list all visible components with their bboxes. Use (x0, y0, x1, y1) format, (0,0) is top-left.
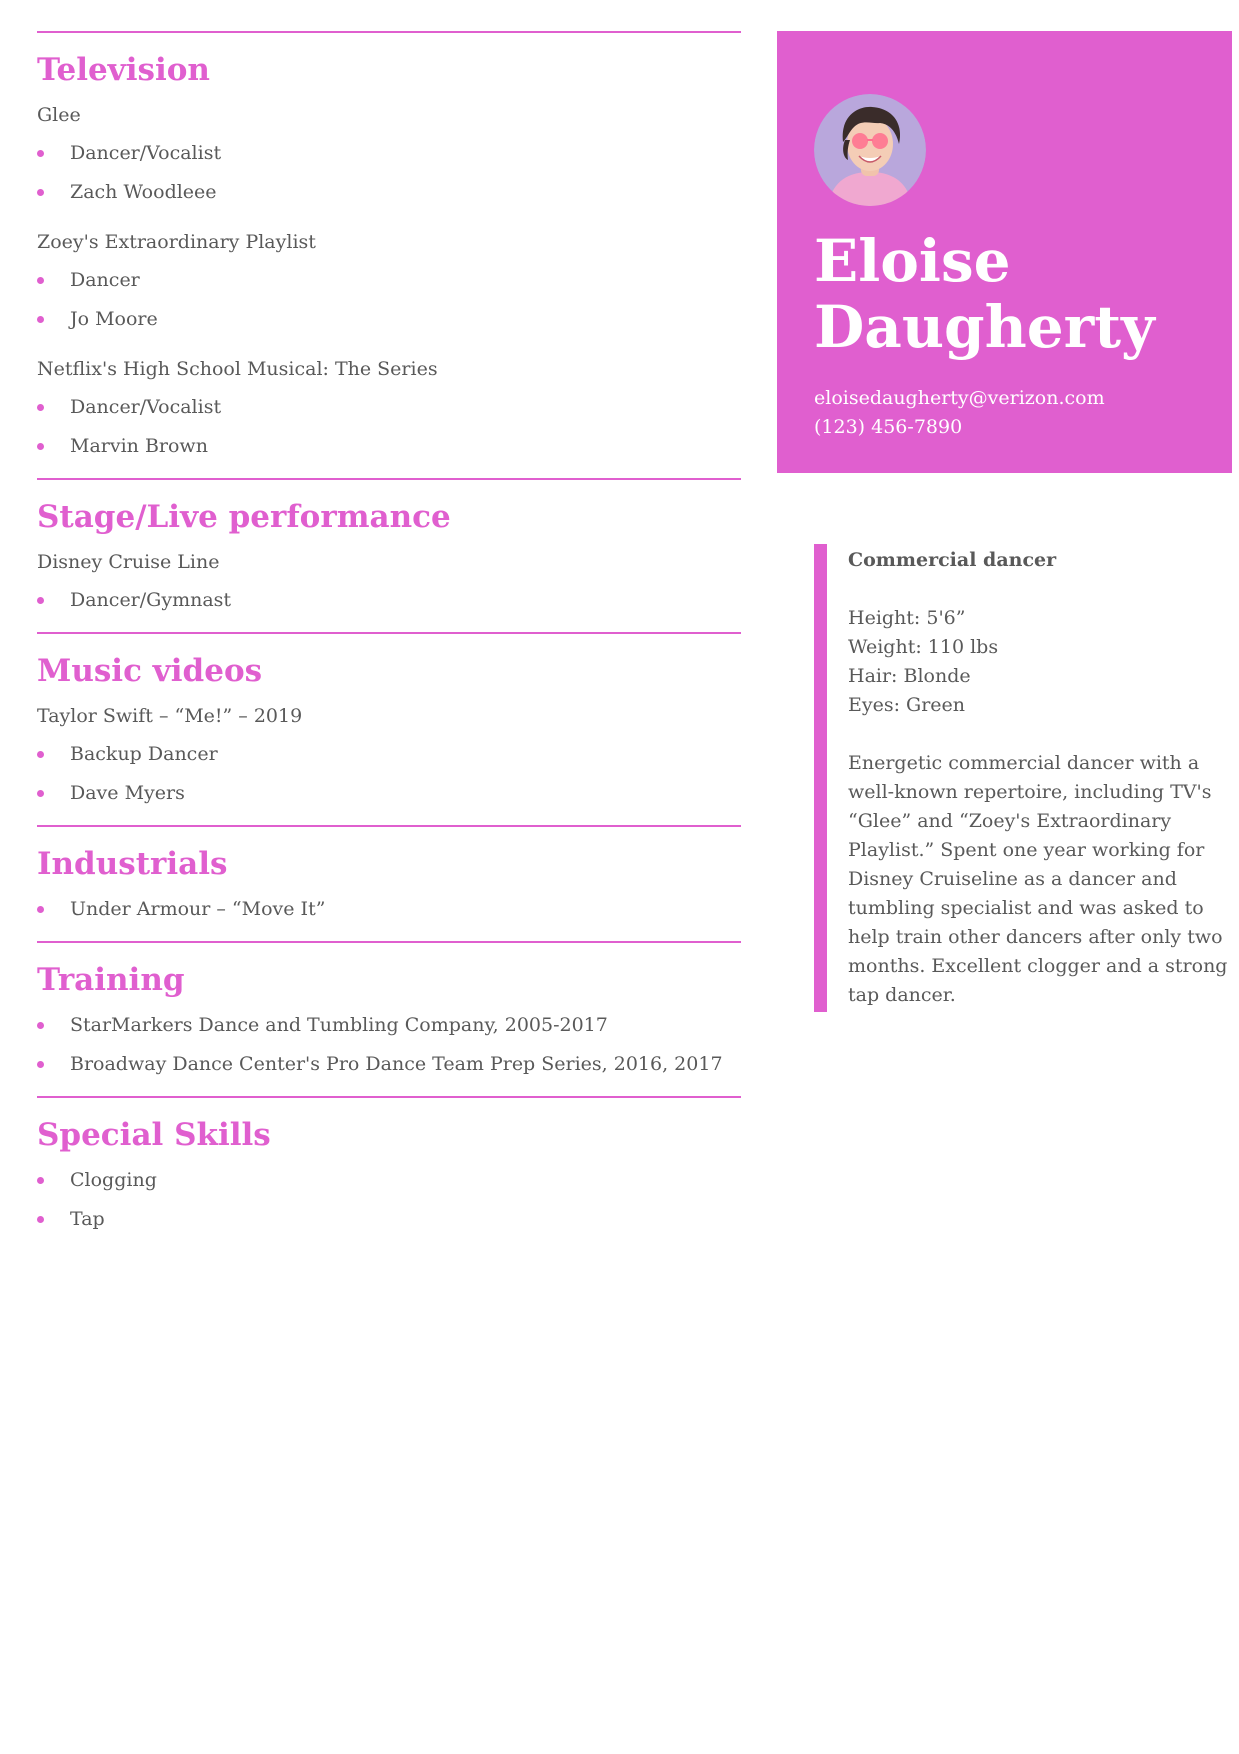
entry (37, 1168, 741, 1231)
candidate-name (814, 228, 1224, 360)
person-photo-icon (814, 94, 926, 206)
bullet-icon (37, 1177, 44, 1184)
entry-title: Taylor Swift – “Me!” – 2019 (37, 705, 303, 727)
section-training (37, 941, 741, 1096)
list-item: Tap (37, 1207, 741, 1231)
list-item: Dancer/Vocalist (37, 395, 741, 419)
entry-title: Glee (37, 104, 81, 126)
entry-title: Disney Cruise Line (37, 551, 220, 573)
bullet-icon (37, 597, 44, 604)
resume-main-column (37, 31, 741, 1251)
section-special-skills (37, 1096, 741, 1251)
list-item: Zach Woodleee (37, 180, 741, 204)
bullet-icon (37, 790, 44, 797)
section-title: Television (37, 52, 210, 88)
list-item: StarMarkers Dance and Tumbling Company, 2005-2017 (37, 1013, 741, 1037)
stat-eyes: Eyes: Green (848, 694, 966, 716)
entry (37, 897, 741, 921)
bullet-list (37, 897, 741, 921)
entry-title: Netflix's High School Musical: The Series (37, 358, 438, 380)
contact-info (814, 384, 1105, 442)
list-item: Jo Moore (37, 307, 741, 331)
bullet-icon (37, 316, 44, 323)
email-link[interactable]: eloisedaugherty@verizon.com (814, 387, 1105, 409)
profile-panel (814, 544, 1239, 1012)
section-stage (37, 478, 741, 632)
list-item: Dancer/Vocalist (37, 141, 741, 165)
bullet-list (37, 742, 741, 805)
header-box (777, 31, 1232, 473)
bullet-icon (37, 277, 44, 284)
list-item: Marvin Brown (37, 434, 741, 458)
entry (37, 103, 741, 204)
section-television (37, 31, 741, 478)
entry (37, 704, 741, 805)
entry (37, 550, 741, 612)
list-item: Broadway Dance Center's Pro Dance Team Prep Series, 2016, 2017 (37, 1052, 741, 1076)
entry (37, 230, 741, 331)
bullet-list (37, 1013, 741, 1076)
profile-title: Commercial dancer (848, 549, 1057, 571)
stat-height: Height: 5'6” (848, 607, 966, 629)
entry (37, 357, 741, 458)
stat-hair: Hair: Blonde (848, 665, 971, 687)
section-title: Special Skills (37, 1117, 271, 1153)
phone-number: (123) 456-7890 (814, 416, 963, 438)
list-item: Backup Dancer (37, 742, 741, 766)
avatar (814, 94, 926, 206)
bullet-list (37, 141, 741, 204)
bullet-icon (37, 906, 44, 913)
bullet-icon (37, 751, 44, 758)
list-item: Dave Myers (37, 781, 741, 805)
bullet-icon (37, 150, 44, 157)
bullet-icon (37, 443, 44, 450)
list-item: Dancer (37, 268, 741, 292)
bullet-icon (37, 1061, 44, 1068)
entry-title: Zoey's Extraordinary Playlist (37, 231, 316, 253)
entry (37, 1013, 741, 1076)
last-name: Daugherty (814, 293, 1155, 361)
bullet-list (37, 268, 741, 331)
section-title: Training (37, 962, 185, 998)
bullet-icon (37, 1216, 44, 1223)
bullet-icon (37, 404, 44, 411)
section-title: Stage/Live performance (37, 499, 451, 535)
list-item: Dancer/Gymnast (37, 588, 741, 612)
bullet-icon (37, 189, 44, 196)
profile-summary: Energetic commercial dancer with a well-known repertoire, including TV's “Glee” and “Zoey's Extraordinary Playlist.” Spent one year working for Disney Cruiseline as a dancer and tumbling specialist and was asked to help train other dancers after only two months. Excellent clogger and a strong tap dancer. (848, 752, 1228, 1006)
profile-stats (848, 604, 1239, 720)
list-item: Under Armour – “Move It” (37, 897, 741, 921)
section-title: Industrials (37, 846, 228, 882)
bullet-list (37, 588, 741, 612)
section-industrials (37, 825, 741, 941)
first-name: Eloise (814, 227, 1011, 295)
stat-weight: Weight: 110 lbs (848, 636, 999, 658)
bullet-list (37, 1168, 741, 1231)
bullet-icon (37, 1022, 44, 1029)
section-title: Music videos (37, 653, 263, 689)
section-music-videos (37, 632, 741, 825)
bullet-list (37, 395, 741, 458)
list-item: Clogging (37, 1168, 741, 1192)
